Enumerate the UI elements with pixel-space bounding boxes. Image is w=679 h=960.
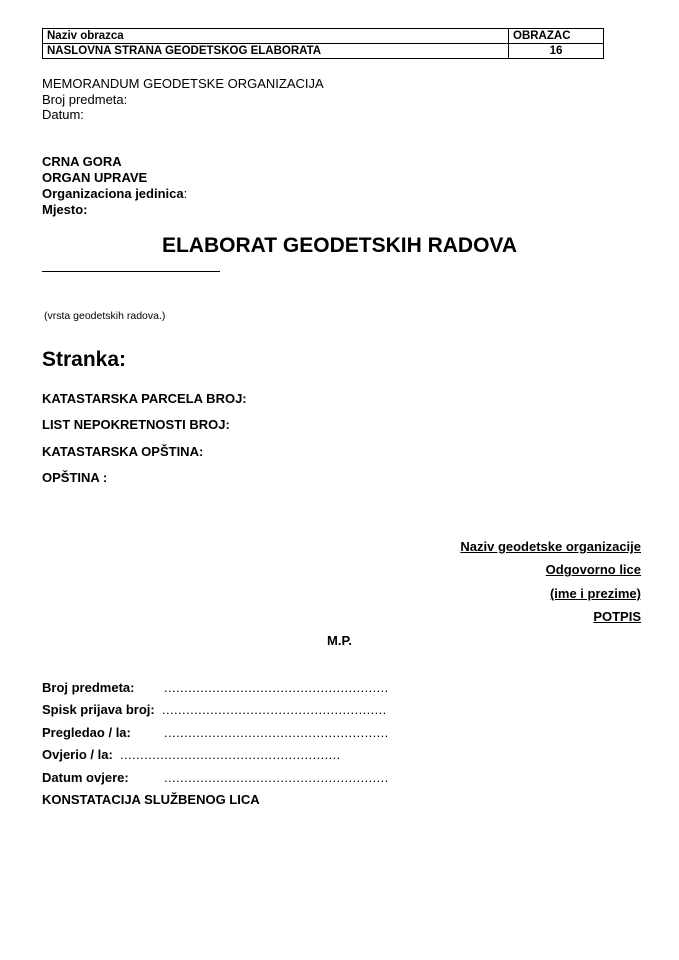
memo-date: Datum: xyxy=(42,107,84,122)
form-name-value: NASLOVNA STRANA GEODETSKOG ELABORATA xyxy=(43,44,509,59)
bottom-field-row xyxy=(42,770,129,785)
org-unit-colon: : xyxy=(183,186,188,201)
party-heading: Stranka: xyxy=(42,348,127,371)
bottom-field-row xyxy=(42,747,113,762)
organ-line: ORGAN UPRAVE xyxy=(42,170,148,185)
application-list-dots: ........................................................ xyxy=(162,702,387,717)
real-estate-list-field: LIST NEPOKRETNOSTI BROJ: xyxy=(42,417,230,432)
case-number-label: Broj predmeta: xyxy=(42,680,135,695)
bottom-field-row xyxy=(42,702,155,717)
form-number-label: OBRAZAC xyxy=(509,29,604,44)
certified-by-dots: ....................................................... xyxy=(120,747,341,762)
country-line: CRNA GORA xyxy=(42,154,122,169)
case-number-dots: ........................................................ xyxy=(164,680,389,695)
application-list-label: Spisk prijava broj: xyxy=(42,702,155,717)
municipality-field: OPŠTINA : xyxy=(42,470,108,485)
certification-date-label: Datum ovjere: xyxy=(42,770,129,785)
memorandum-title: MEMORANDUM GEODETSKE ORGANIZACIJA xyxy=(42,76,324,91)
parcel-number-field: KATASTARSKA PARCELA BROJ: xyxy=(42,391,247,406)
bottom-field-row xyxy=(42,680,134,695)
stamp-place: M.P. xyxy=(327,633,353,648)
cadastral-municipality-field: KATASTARSKA OPŠTINA: xyxy=(42,444,204,459)
memo-case-number: Broj predmeta: xyxy=(42,91,128,107)
work-type-line xyxy=(42,271,220,272)
place-line: Mjesto: xyxy=(42,202,88,217)
organ-block xyxy=(42,154,187,218)
signature-label: POTPIS xyxy=(593,609,641,624)
form-number-value: 16 xyxy=(509,44,604,59)
name-hint: (ime i prezime) xyxy=(549,586,641,601)
org-unit-line xyxy=(42,186,187,202)
responsible-person: Odgovorno lice xyxy=(545,562,641,577)
official-statement-heading: KONSTATACIJA SLUŽBENOG LICA xyxy=(42,792,260,807)
reviewed-by-label: Pregledao / la: xyxy=(42,725,131,740)
certification-date-dots: ........................................................ xyxy=(164,770,389,785)
org-unit-label: Organizaciona jedinica xyxy=(42,186,184,201)
geodetic-org-name: Naziv geodetske organizacije xyxy=(460,539,641,554)
form-name-label: Naziv obrazca xyxy=(43,29,509,44)
memorandum-block xyxy=(42,76,324,123)
document-title: ELABORAT GEODETSKIH RADOVA xyxy=(161,234,518,257)
bottom-field-row xyxy=(42,725,131,740)
form-header-table xyxy=(42,28,604,59)
work-type-note: (vrsta geodetskih radova.) xyxy=(44,310,166,322)
certified-by-label: Ovjerio / la: xyxy=(42,747,113,762)
reviewed-by-dots: ........................................................ xyxy=(164,725,389,740)
